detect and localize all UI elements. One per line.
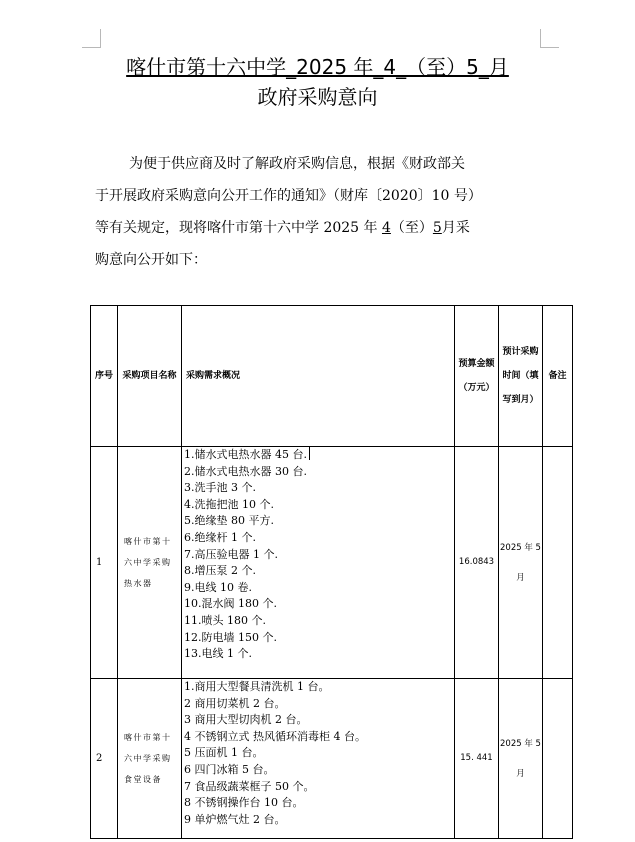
list-item: 4 不锈钢立式 热风循环消毒柜 4 台。 [184,729,366,743]
list-item: 9 单炉燃气灶 2 台。 [184,812,286,826]
list-item: 12.防电墙 150 个. [184,630,277,644]
title-line-1: 喀什市第十六中学_2025 年_4_（至）5_月 [126,55,509,79]
intro-line-1: 为便于供应商及时了解政府采购信息，根据《财政部关 [129,156,465,172]
row-items [182,679,455,839]
document-title [60,52,575,112]
list-item: 6 四门冰箱 5 台。 [184,762,275,776]
list-item: 7.高压验电器 1 个. [184,547,278,561]
row-budget: 16.0843 [455,447,499,679]
list-item: 1.商用大型餐具清洗机 1 台。 [184,680,330,693]
page-corner-mark-top-right [540,29,559,48]
intro-month-start: 4 [381,220,391,236]
list-item: 3 商用大型切肉机 2 台。 [184,713,308,727]
row-items [182,447,455,679]
list-item: 4.洗拖把池 10 个. [184,497,274,511]
row-time: 2025 年 5 月 [499,447,543,679]
intro-line-3b: （至） [390,220,433,236]
list-item: 5.绝缘垫 80 平方. [184,514,274,528]
row-time: 2025 年 5 月 [499,679,543,839]
table-header-row [91,306,573,447]
header-name: 采购项目名称 [118,306,182,447]
intro-month-end: 5 [432,220,442,236]
row-remark [543,679,573,839]
list-item: 1.储水式电热水器 45 台. [184,447,452,464]
list-item: 8 不锈钢操作台 10 台。 [184,796,304,810]
row-remark [543,447,573,679]
list-item: 7 食品级蔬菜框子 50 个。 [184,779,315,793]
row-project-name: 喀什市第十六中学采购食堂设备 [118,679,182,839]
table-row [91,679,573,839]
header-remark: 备注 [543,306,573,447]
row-project-name: 喀什市第十六中学采购热水器 [118,447,182,679]
row-no: 2 [91,679,118,839]
row-budget: 15. 441 [455,679,499,839]
header-summary: 采购需求概况 [182,306,455,447]
header-time: 预计采购时间（填写到月） [499,306,543,447]
header-budget: 预算金额（万元） [455,306,499,447]
procurement-table [90,305,573,839]
list-item: 13.电线 1 个. [184,647,252,661]
list-item: 9.电线 10 卷. [184,580,252,594]
list-item: 8.增压泵 2 个. [184,564,256,578]
intro-line-3a: 等有关规定，现将喀什市第十六中学 2025 年 [95,220,382,236]
intro-line-4: 购意向公开如下： [95,252,207,268]
row-no: 1 [91,447,118,679]
list-item: 5 压面机 1 台。 [184,746,264,760]
title-line-2: 政府采购意向 [257,85,378,109]
list-item: 3.洗手池 3 个. [184,481,256,495]
header-no: 序号 [91,306,118,447]
page-corner-mark-top-left [82,29,101,48]
list-item: 10.混水阀 180 个. [184,597,277,611]
intro-paragraph [95,148,543,276]
list-item: 2.储水式电热水器 30 台. [184,464,307,478]
list-item: 6.绝缘杆 1 个. [184,530,256,544]
list-item: 11.喷头 180 个. [184,613,266,627]
table-row [91,447,573,679]
intro-line-3c: 月采 [441,220,470,236]
text-cursor [309,447,310,460]
list-item: 2 商用切菜机 2 台。 [184,696,286,710]
intro-line-2: 于开展政府采购意向公开工作的通知》（财库〔2020〕10 号） [95,188,482,204]
